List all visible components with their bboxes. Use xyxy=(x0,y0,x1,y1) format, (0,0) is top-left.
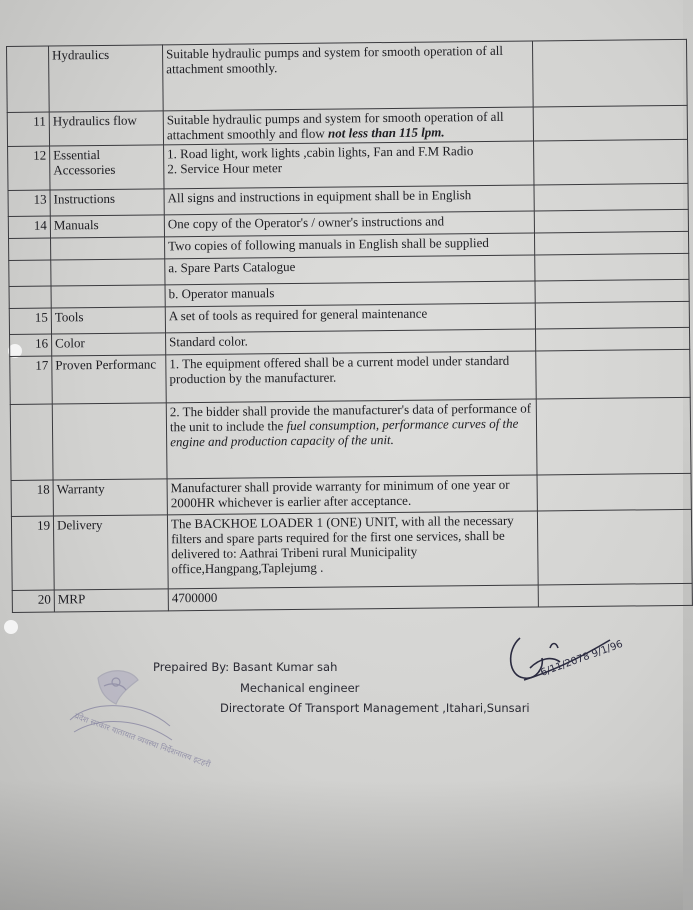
item-spec xyxy=(164,141,534,189)
item-remark xyxy=(535,279,689,303)
row-number: 15 xyxy=(9,308,51,334)
item-spec: Standard color. xyxy=(166,329,536,355)
item-remark xyxy=(535,301,689,329)
item-remark xyxy=(535,327,689,351)
item-remark xyxy=(535,253,689,281)
item-spec: Manufacturer shall provide warranty for minimum of one year or 2000HR whichever is earlier after acceptance. xyxy=(167,475,537,515)
table-row xyxy=(7,39,688,112)
item-remark xyxy=(536,349,690,399)
table-row xyxy=(10,397,691,480)
item-name: Hydraulics flow xyxy=(49,111,163,146)
item-remark xyxy=(533,105,687,141)
signature-date: 6/11/2078 9/1/96 xyxy=(539,638,625,679)
row-number: 18 xyxy=(11,480,53,516)
item-name: Color xyxy=(52,333,166,356)
item-name: Delivery xyxy=(53,515,168,590)
item-name: Tools xyxy=(51,307,165,334)
row-number: 19 xyxy=(11,516,54,590)
spec-text: 2. The bidder shall provide the manufacturer's data of performance of the unit to include the xyxy=(169,400,532,435)
spec-line: 2. Service Hour meter xyxy=(167,160,283,177)
spec-emphasis: fuel consumption, performance curves of the engine and production capacity of the unit. xyxy=(170,415,519,450)
row-number: 20 xyxy=(12,590,54,612)
table-row xyxy=(10,349,690,404)
item-remark xyxy=(538,583,692,607)
stamp-text: प्रदेश सरकार यातायात व्यवस्था निर्देशनालय इटहरी xyxy=(73,711,212,770)
office-stamp-icon xyxy=(60,660,212,780)
item-spec: b. Operator manuals xyxy=(165,281,535,307)
row-number xyxy=(9,260,51,286)
prepared-by: Prepaired By: Basant Kumar sah xyxy=(153,660,338,674)
signature-icon xyxy=(500,628,630,698)
item-name: Manuals xyxy=(50,215,164,238)
item-remark xyxy=(534,139,688,185)
row-number: 11 xyxy=(7,112,49,146)
item-remark xyxy=(537,473,691,511)
row-number xyxy=(7,46,50,112)
table-row xyxy=(11,509,692,590)
item-spec: One copy of the Operator's / owner's instructions and xyxy=(164,211,534,237)
item-spec xyxy=(166,399,537,479)
item-name: Warranty xyxy=(53,479,167,516)
row-number xyxy=(9,238,51,260)
row-number: 12 xyxy=(8,146,50,190)
item-name: MRP xyxy=(54,589,168,612)
spec-line: 1. Road light, work lights ,cabin lights, Fan and F.M Radio xyxy=(167,143,474,162)
item-spec: Suitable hydraulic pumps and system for smooth operation of all attachment smoothly. xyxy=(162,41,533,111)
item-spec: 4700000 xyxy=(168,585,538,611)
row-number xyxy=(9,286,51,308)
row-number: 13 xyxy=(8,190,50,216)
item-name: Hydraulics xyxy=(49,45,164,112)
prepared-office: Directorate Of Transport Management ,Itahari,Sunsari xyxy=(220,701,530,715)
punch-hole xyxy=(4,620,18,634)
item-spec: The BACKHOE LOADER 1 (ONE) UNIT, with all the necessary filters and spare parts required for the first one services, shall be delivered to: Aathrai Tribeni rural Municipality office,Hangpang,Taplejumg . xyxy=(167,511,538,589)
row-number: 17 xyxy=(10,356,53,404)
item-spec: a. Spare Parts Catalogue xyxy=(165,255,535,285)
specification-table xyxy=(6,39,693,613)
prepared-designation: Mechanical engineer xyxy=(240,681,360,695)
item-remark xyxy=(534,183,688,211)
item-remark xyxy=(534,231,688,255)
item-spec xyxy=(163,107,533,145)
item-remark xyxy=(536,397,691,475)
item-remark xyxy=(534,209,688,233)
item-spec: Two copies of following manuals in English shall be supplied xyxy=(165,233,535,259)
item-remark xyxy=(532,39,687,107)
item-name xyxy=(51,237,165,260)
page-shadow xyxy=(0,780,683,910)
row-number xyxy=(10,404,53,480)
item-name xyxy=(52,403,167,480)
item-spec: 1. The equipment offered shall be a current model under standard production by the manufacturer. xyxy=(166,351,536,403)
item-name xyxy=(51,259,165,286)
table-row xyxy=(8,139,688,190)
item-remark xyxy=(537,509,692,585)
item-name: Proven Performanc xyxy=(52,355,166,404)
item-name: Instructions xyxy=(50,189,164,216)
item-spec: All signs and instructions in equipment shall be in English xyxy=(164,185,534,215)
row-number: 14 xyxy=(8,216,50,238)
item-spec: A set of tools as required for general maintenance xyxy=(165,303,535,333)
spec-text: Suitable hydraulic pumps and system for smooth operation of all attachment smoothly and flow xyxy=(166,108,504,143)
item-name xyxy=(51,285,165,308)
spec-emphasis: not less than 115 lpm. xyxy=(327,124,445,141)
row-number: 16 xyxy=(10,334,52,356)
item-name: Essential Accessories xyxy=(50,145,164,190)
